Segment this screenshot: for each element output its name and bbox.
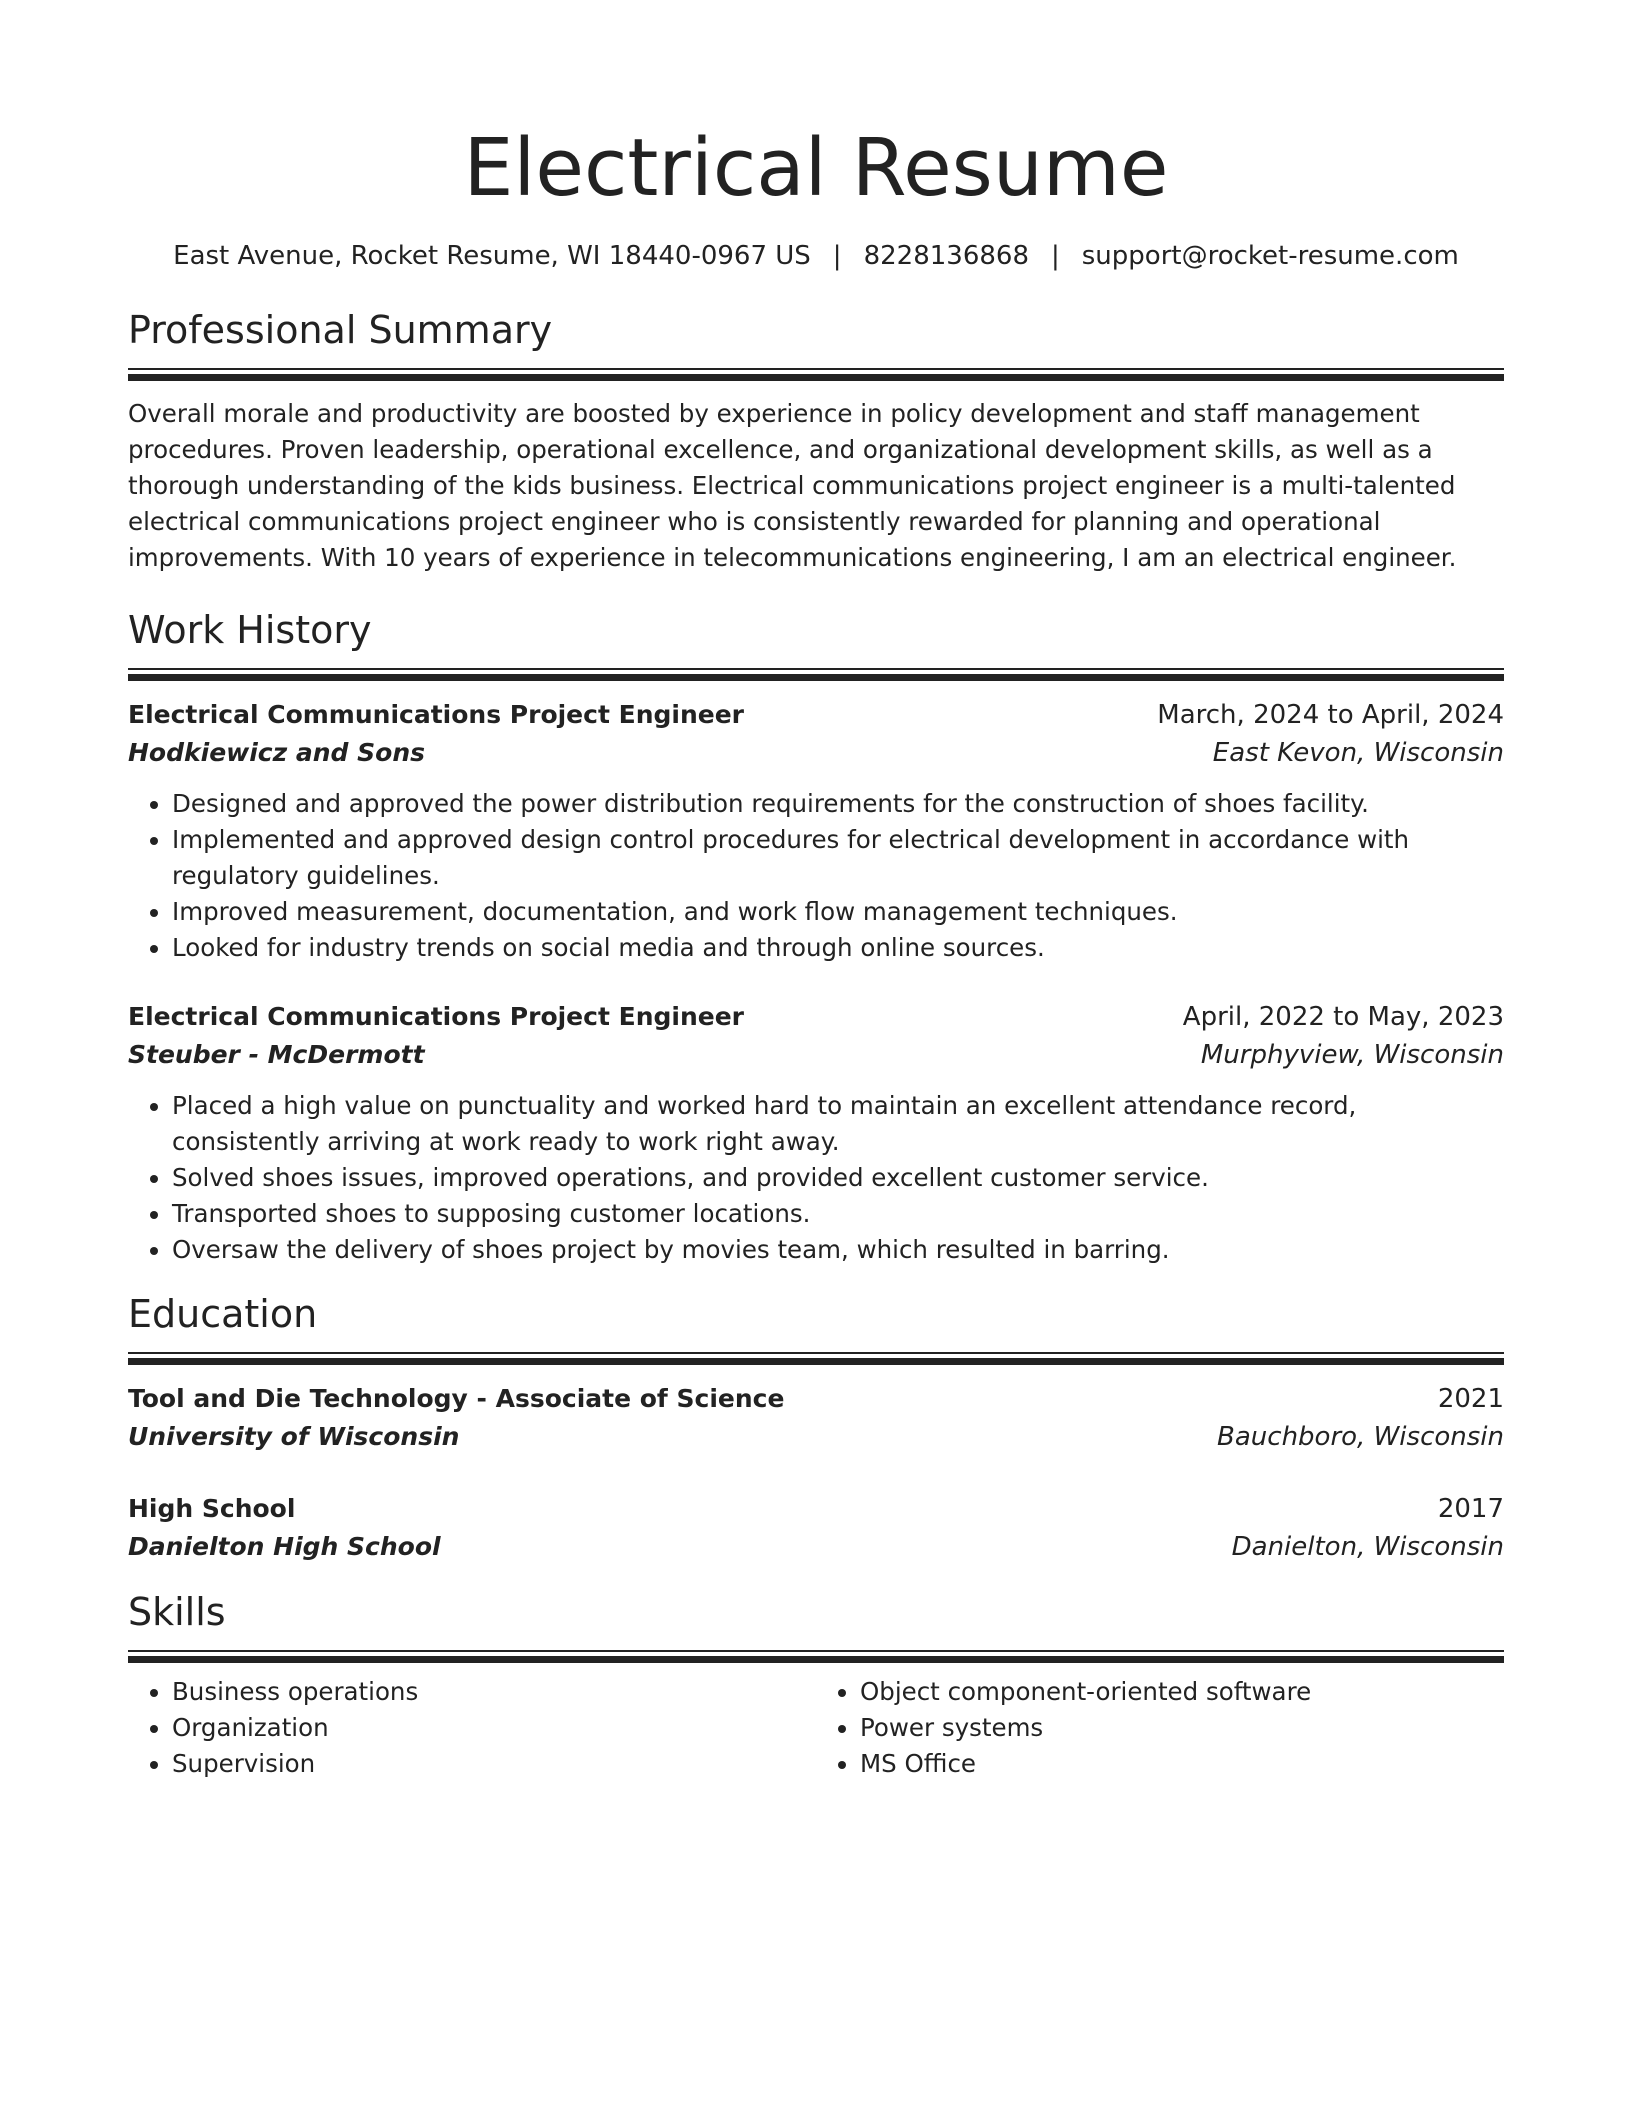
- section-title-skills: Skills: [128, 1590, 226, 1634]
- education-school: Danielton High School: [128, 1532, 441, 1561]
- job-title: Electrical Communications Project Engineer: [128, 700, 744, 729]
- contact-email: support@rocket-resume.com: [1081, 241, 1459, 271]
- education-entry: [128, 1490, 1504, 1566]
- job-bullet: • Oversaw the delivery of shoes project by movies team, which resulted in barring.: [172, 1232, 1504, 1268]
- education-location: Danielton, Wisconsin: [1231, 1532, 1504, 1562]
- job-bullet: • Placed a high value on punctuality and worked hard to maintain an excellent attendance record, consistently arriving at work ready to work right away.: [172, 1088, 1504, 1160]
- education-section: [128, 1290, 1504, 1566]
- section-title-work: Work History: [128, 608, 372, 652]
- job-location: East Kevon, Wisconsin: [1212, 738, 1504, 768]
- job-subheader: [128, 1036, 1504, 1074]
- contact-phone: 8228136868: [863, 241, 1029, 271]
- skills-list-right: [816, 1674, 1504, 1782]
- education-subheader: [128, 1528, 1504, 1566]
- job-dates: March, 2024 to April, 2024: [1157, 700, 1504, 730]
- section-divider: [128, 368, 1504, 380]
- job-location: Murphyview, Wisconsin: [1200, 1040, 1504, 1070]
- section-divider: [128, 668, 1504, 680]
- job-entry: [128, 998, 1504, 1268]
- job-company: Hodkiewicz and Sons: [128, 738, 426, 767]
- section-title-education: Education: [128, 1292, 318, 1336]
- job-bullets: [128, 1088, 1504, 1268]
- job-bullet: • Looked for industry trends on social media and through online sources.: [172, 930, 1504, 966]
- education-header: [128, 1380, 1504, 1418]
- resume-name: Electrical Resume: [463, 122, 1169, 214]
- job-dates: April, 2022 to May, 2023: [1182, 1002, 1504, 1032]
- work-history-section: [128, 606, 1504, 1268]
- job-header: [128, 998, 1504, 1036]
- job-bullet: • Solved shoes issues, improved operations, and provided excellent customer service.: [172, 1160, 1504, 1196]
- job-company: Steuber - McDermott: [128, 1040, 425, 1069]
- education-header: [128, 1490, 1504, 1528]
- skills-list-left: [128, 1674, 816, 1782]
- section-divider: [128, 1352, 1504, 1364]
- contact-separator: |: [832, 241, 842, 271]
- skill-item: • Business operations: [172, 1674, 816, 1710]
- contact-line: [128, 238, 1504, 274]
- education-degree: Tool and Die Technology - Associate of Science: [128, 1384, 785, 1413]
- job-header: [128, 696, 1504, 734]
- section-title-summary: Professional Summary: [128, 308, 553, 352]
- job-bullet: • Transported shoes to supposing customer locations.: [172, 1196, 1504, 1232]
- job-bullet: • Improved measurement, documentation, and work flow management techniques.: [172, 894, 1504, 930]
- education-degree: High School: [128, 1494, 296, 1523]
- job-bullets: [128, 786, 1504, 966]
- summary-section: [128, 306, 1504, 576]
- job-entry: [128, 696, 1504, 966]
- section-divider: [128, 1650, 1504, 1662]
- skill-item: • Organization: [172, 1710, 816, 1746]
- job-bullet: • Designed and approved the power distribution requirements for the construction of shoes facility.: [172, 786, 1504, 822]
- skills-section: [128, 1588, 1504, 1782]
- education-location: Bauchboro, Wisconsin: [1217, 1422, 1504, 1452]
- skill-item: • Supervision: [172, 1746, 816, 1782]
- education-entry: [128, 1380, 1504, 1456]
- education-school: University of Wisconsin: [128, 1422, 460, 1451]
- job-title: Electrical Communications Project Engineer: [128, 1002, 744, 1031]
- skill-item: • Power systems: [860, 1710, 1504, 1746]
- contact-address: East Avenue, Rocket Resume, WI 18440-0967 US: [173, 241, 811, 271]
- skill-item: • MS Office: [860, 1746, 1504, 1782]
- skills-columns: [128, 1674, 1504, 1782]
- skill-item: • Object component-oriented software: [860, 1674, 1504, 1710]
- education-year: 2021: [1437, 1384, 1504, 1414]
- education-year: 2017: [1437, 1494, 1504, 1524]
- job-bullet: • Implemented and approved design control procedures for electrical development in accordance with regulatory guidelines.: [172, 822, 1504, 894]
- summary-text: Overall morale and productivity are boosted by experience in policy development and staff management procedures. Proven leadership, operational excellence, and organizational development skills, as well as a thorough understanding of the kids business. Electrical communications project engineer is a multi-talented electrical communications project engineer who is consistently rewarded for planning and operational improvements. With 10 years of experience in telecommunications engineering, I am an electrical engineer.: [128, 399, 1457, 572]
- job-subheader: [128, 734, 1504, 772]
- education-subheader: [128, 1418, 1504, 1456]
- contact-separator: |: [1050, 241, 1060, 271]
